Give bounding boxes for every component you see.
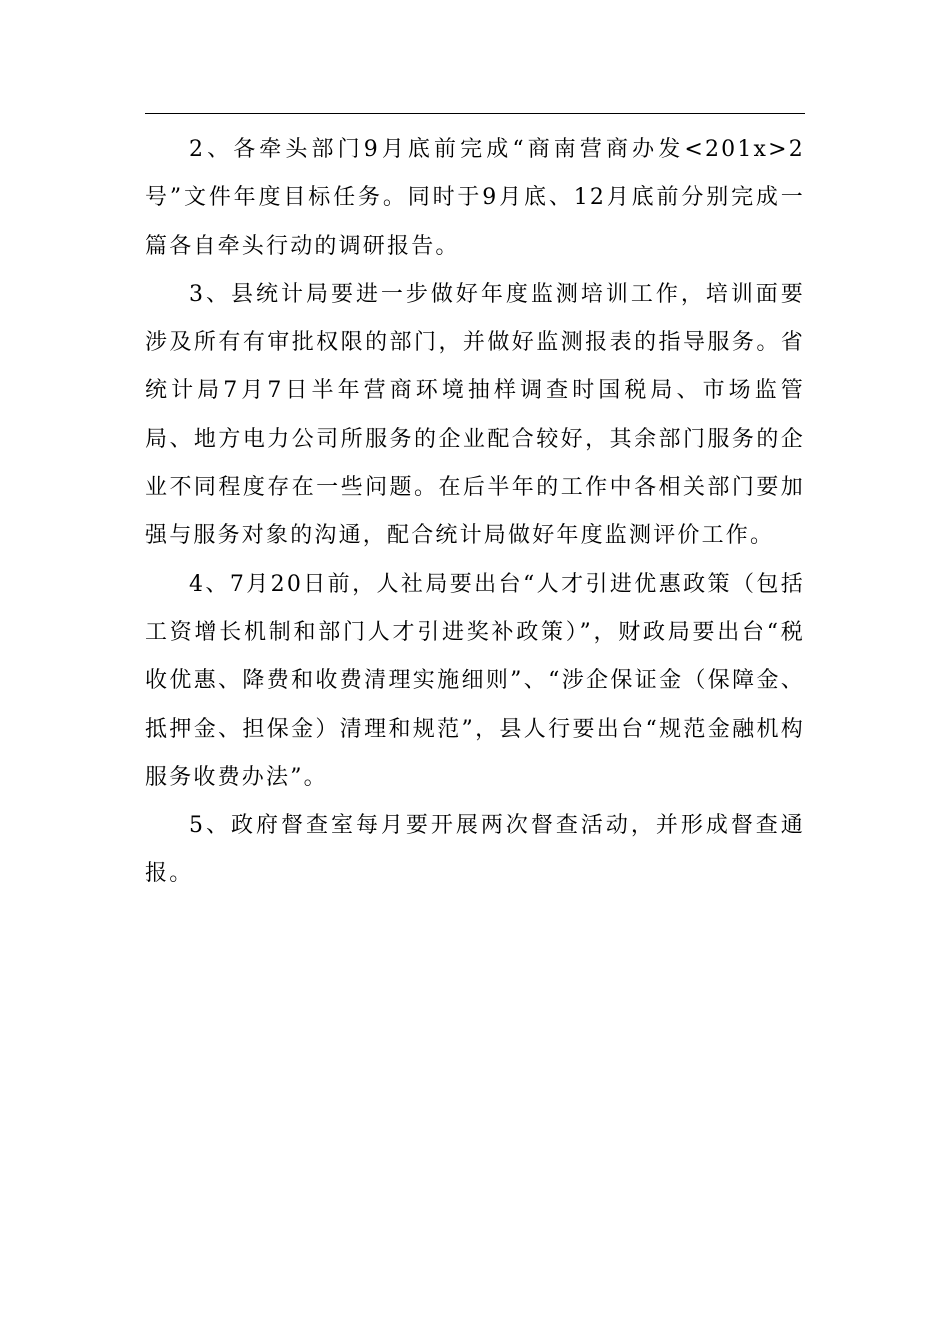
paragraph-item-2: 2、各牵头部门9月底前完成“商南营商办发<201x>2号”文件年度目标任务。同时于9月底、12月底前分别完成一篇各自牵头行动的调研报告。 — [145, 137, 805, 259]
header-rule — [145, 113, 805, 114]
paragraph-item-3: 3、县统计局要进一步做好年度监测培训工作，培训面要涉及所有有审批权限的部门，并做好监测报表的指导服务。省统计局7月7日半年营商环境抽样调查时国税局、市场监管局、地方电力公司所服务的企业配合较好，其余部门服务的企业不同程度存在一些问题。在后半年的工作中各相关部门要加强与服务对象的沟通，配合统计局做好年度监测评价工作。 — [145, 281, 805, 549]
paragraph-item-5: 5、政府督查室每月要开展两次督查活动，并形成督查通报。 — [145, 813, 805, 887]
paragraph-item-4: 4、7月20日前，人社局要出台“人才引进优惠政策（包括工资增长机制和部门人才引进奖补政策）”，财政局要出台“税收优惠、降费和收费清理实施细则”、“涉企保证金（保障金、抵押金、担保金）清理和规范”，县人行要出台“规范金融机构服务收费办法”。 — [145, 571, 805, 790]
document-body — [145, 126, 805, 899]
